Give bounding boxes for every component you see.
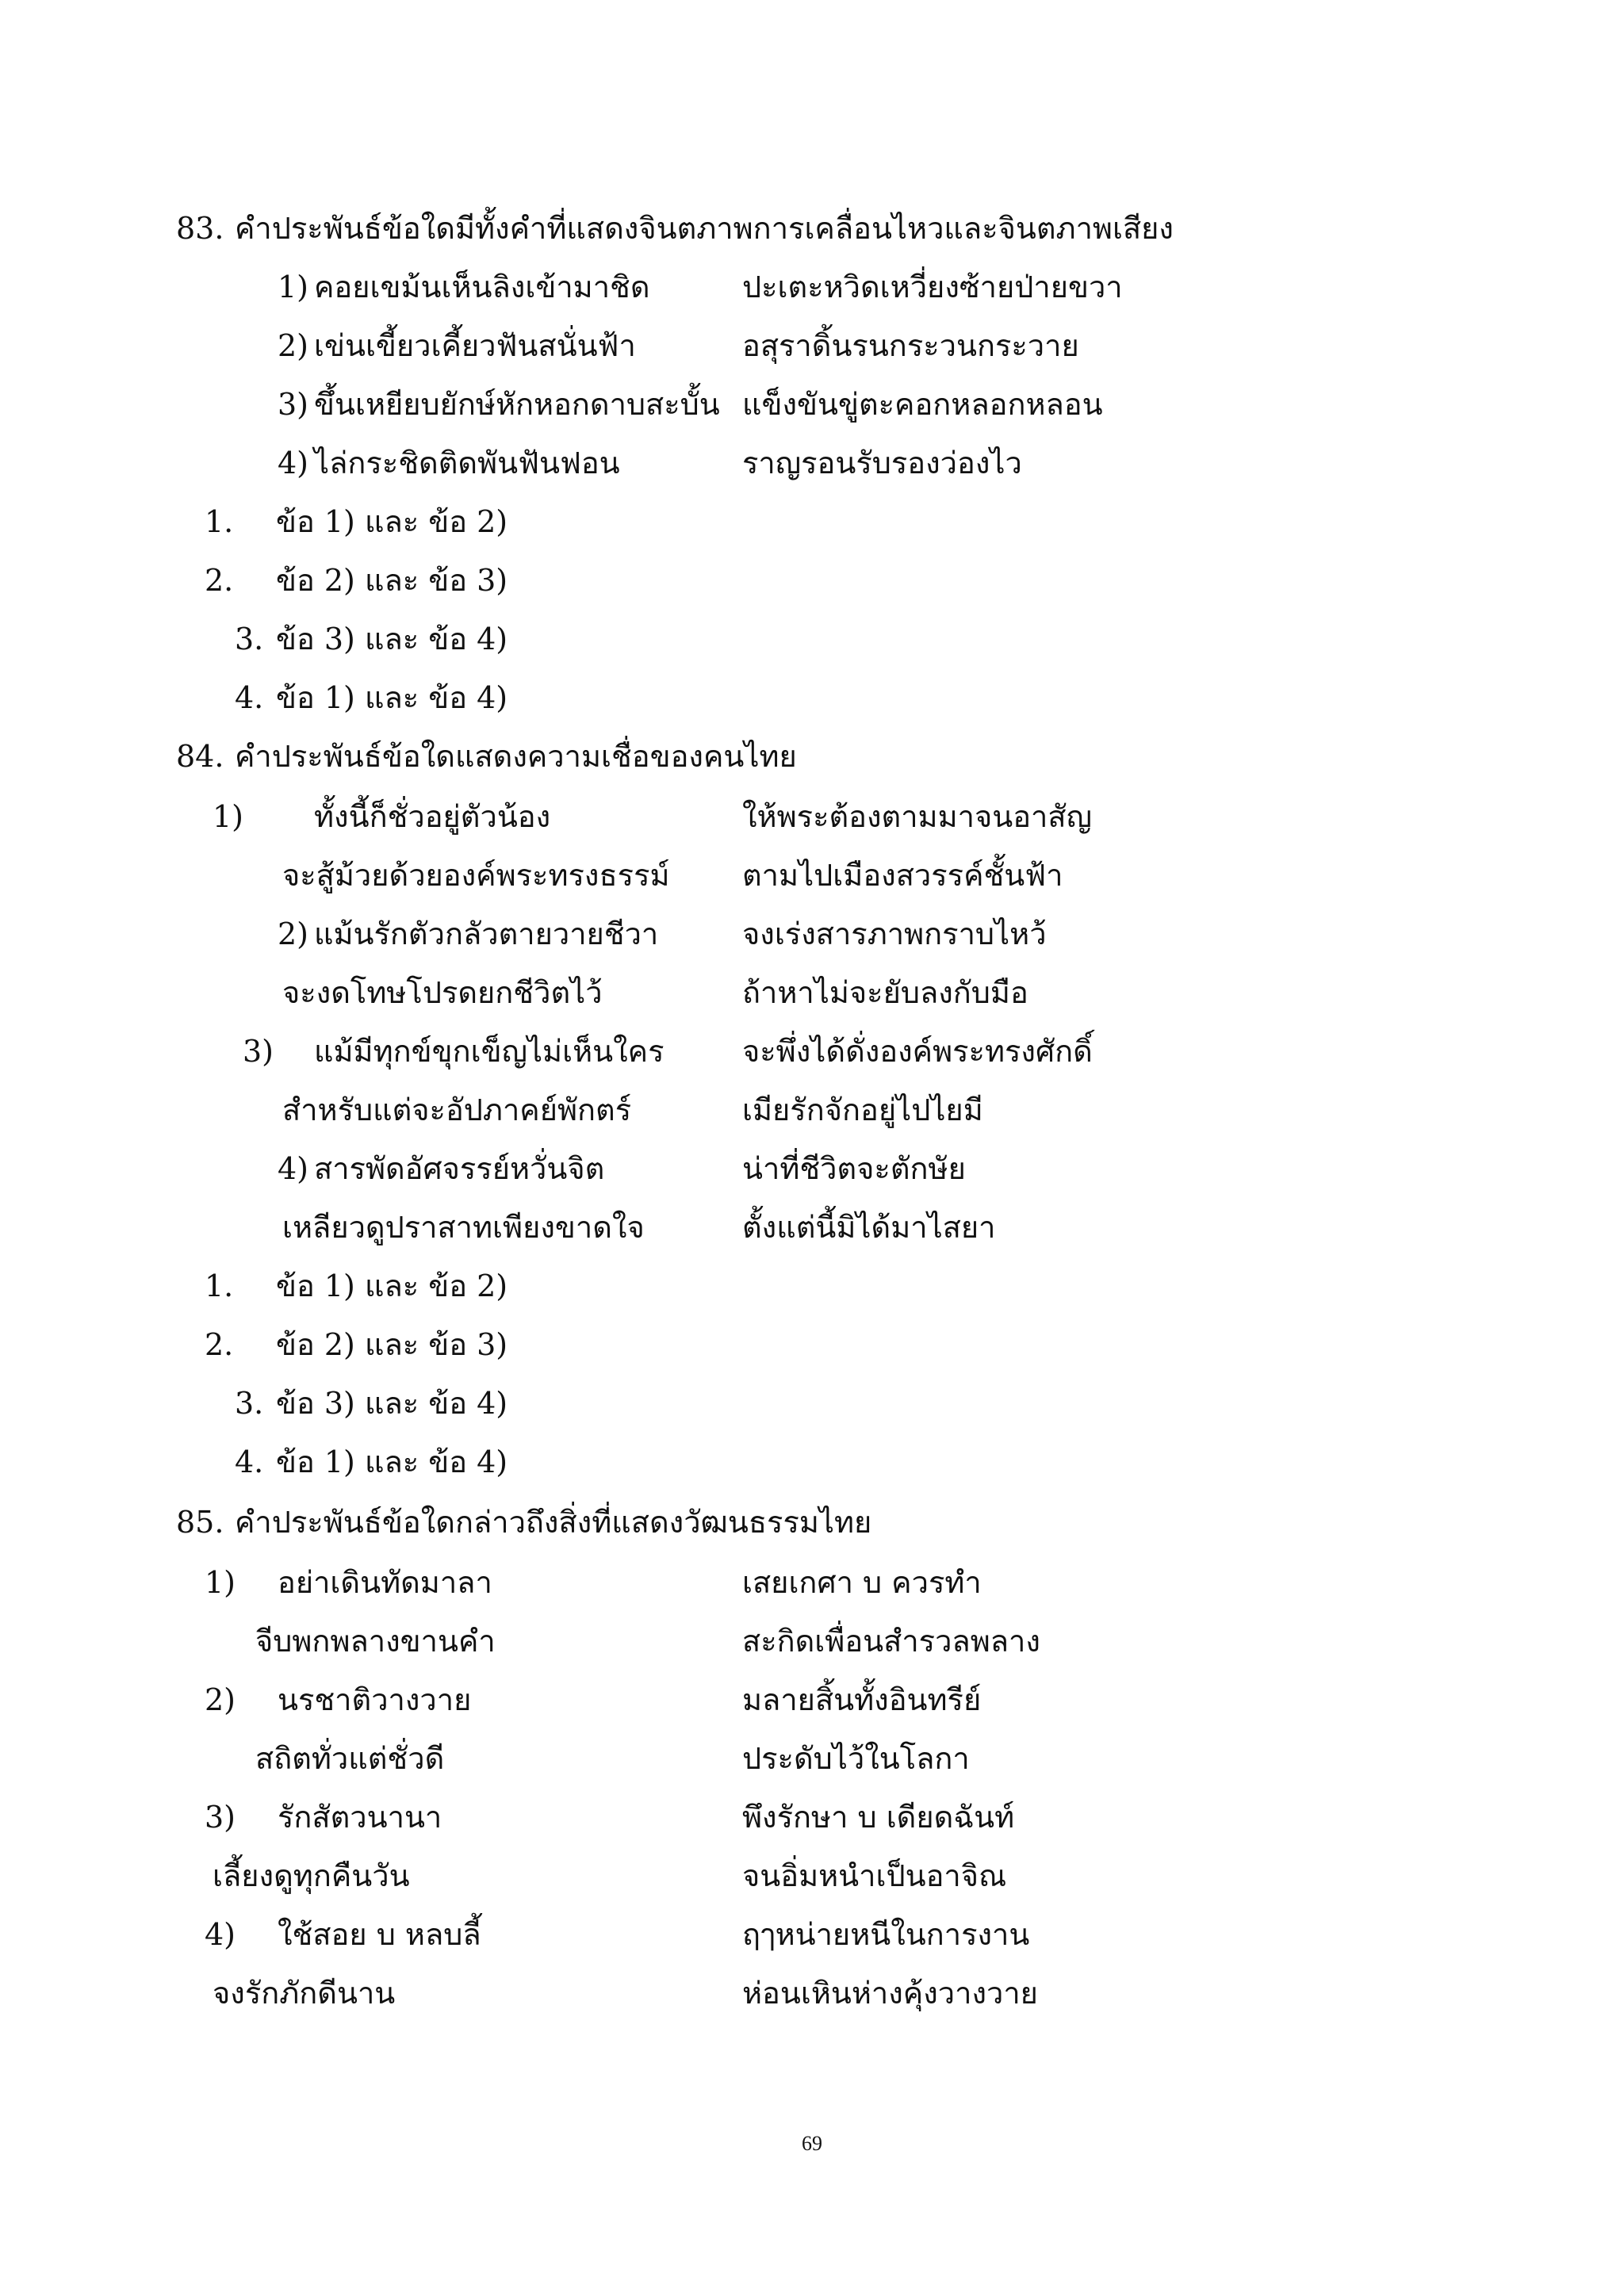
q84-poem-3-line1-second: จะพึ่งได้ดั่งองค์พระทรงศักดิ์ (742, 1034, 1093, 1069)
q84-poem-2-line2-second: ถ้าหาไม่จะยับลงกับมือ (742, 975, 1028, 1010)
q83-poem-3-second: แข็งขันขู่ตะคอกหลอกหลอน (742, 387, 1103, 422)
q85-poem-1-line1-first: อย่าเดินทัดมาลา (278, 1565, 492, 1600)
q85-poem-4-line2-second: ห่อนเหินห่างคุ้งวางวาย (742, 1976, 1038, 2011)
q85-poem-1-line1-second: เสยเกศา บ ควรทำ (742, 1565, 982, 1600)
q83-choice-2-num: 2. (205, 563, 234, 598)
q85-poem-1-line2-first: จีบพกพลางขานคำ (255, 1624, 496, 1659)
q85-poem-4-line2-first: จงรักภักดีนาน (213, 1976, 396, 2011)
q84-number: 84. (176, 739, 224, 774)
q84-poem-1-line1-first: ทั้งนี้ก็ชั่วอยู่ตัวน้อง (314, 799, 551, 834)
q84-poem-4-num: 4) (278, 1151, 309, 1186)
q84-poem-2-line2-first: จะงดโทษโปรดยกชีวิตไว้ (282, 975, 603, 1010)
q85-poem-2-line2-first: สถิตทั่วแต่ชั่วดี (255, 1741, 445, 1776)
q84-poem-2-num: 2) (278, 916, 309, 951)
q85-question: คำประพันธ์ข้อใดกล่าวถึงสิ่งที่แสดงวัฒนธรรมไทย (235, 1505, 872, 1540)
q84-choice-2-num: 2. (205, 1327, 234, 1362)
q83-poem-1-first: คอยเขม้นเห็นลิงเข้ามาชิด (314, 270, 650, 304)
q83-question: คำประพันธ์ข้อใดมีทั้งคำที่แสดงจินตภาพการเคลื่อนไหวและจินตภาพเสียง (235, 211, 1174, 246)
q83-poem-2-num: 2) (278, 328, 309, 363)
q84-poem-3-line1-first: แม้มีทุกข์ขุกเข็ญไม่เห็นใคร (314, 1034, 665, 1069)
q84-poem-4-line1-second: น่าที่ชีวิตจะตักษัย (742, 1151, 966, 1186)
q84-poem-1-num: 1) (213, 799, 244, 834)
q85-poem-1-line2-second: สะกิดเพื่อนสำรวลพลาง (742, 1624, 1040, 1659)
q85-poem-2-line1-first: นรชาติวางวาย (278, 1682, 472, 1717)
q83-poem-3-num: 3) (278, 387, 309, 422)
q83-poem-4-num: 4) (278, 446, 309, 480)
q85-poem-3-line2-first: เลี้ยงดูทุกคืนวัน (213, 1858, 410, 1893)
q83-choice-1-text: ข้อ 1) และ ข้อ 2) (276, 504, 508, 539)
q83-poem-1-num: 1) (278, 270, 309, 304)
q85-poem-2-line1-second: มลายสิ้นทั้งอินทรีย์ (742, 1682, 982, 1717)
q84-poem-2-line1-second: จงเร่งสารภาพกราบไหว้ (742, 916, 1047, 951)
q83-choice-3-num: 3. (235, 622, 264, 656)
q83-choice-4-text: ข้อ 1) และ ข้อ 4) (276, 680, 508, 715)
q85-poem-3-line1-second: พึงรักษา บ เดียดฉันท์ (742, 1800, 1015, 1835)
q83-choice-1-num: 1. (205, 504, 234, 539)
q84-poem-4-line1-first: สารพัดอัศจรรย์หวั่นจิต (314, 1151, 605, 1186)
q83-poem-2-first: เข่นเขี้ยวเคี้ยวฟันสนั่นฟ้า (314, 328, 636, 363)
q84-poem-2-line1-first: แม้นรักตัวกลัวตายวายชีวา (314, 916, 659, 951)
q83-poem-4-second: ราญรอนรับรองว่องไว (742, 446, 1022, 480)
q84-poem-3-line2-second: เมียรักจักอยู่ไปไยมี (742, 1093, 983, 1127)
q83-poem-4-first: ไล่กระชิดติดพันฟันฟอน (314, 446, 620, 480)
q83-choice-4-num: 4. (235, 680, 264, 715)
q83-choice-3-text: ข้อ 3) และ ข้อ 4) (276, 622, 508, 656)
q84-choice-3-num: 3. (235, 1386, 264, 1421)
q83-choice-2-text: ข้อ 2) และ ข้อ 3) (276, 563, 508, 598)
q84-choice-2-text: ข้อ 2) และ ข้อ 3) (276, 1327, 508, 1362)
q85-poem-3-line1-first: รักสัตวนานา (278, 1800, 442, 1835)
q85-poem-2-num: 2) (205, 1682, 236, 1717)
q85-poem-3-line2-second: จนอิ่มหนำเป็นอาจิณ (742, 1858, 1007, 1893)
q84-poem-3-line2-first: สำหรับแต่จะอัปภาคย์พักตร์ (282, 1093, 632, 1127)
q83-number: 83. (176, 211, 224, 246)
q85-poem-4-line1-first: ใช้สอย บ หลบลี้ (278, 1917, 481, 1952)
q83-poem-3-first: ขึ้นเหยียบยักษ์หักหอกดาบสะบั้น (314, 387, 720, 422)
q85-number: 85. (176, 1505, 224, 1540)
q84-poem-1-line1-second: ให้พระต้องตามมาจนอาสัญ (742, 799, 1092, 834)
q84-poem-1-line2-second: ตามไปเมืองสวรรค์ชั้นฟ้า (742, 858, 1063, 893)
q84-choice-4-num: 4. (235, 1445, 264, 1479)
q84-poem-1-line2-first: จะสู้ม้วยด้วยองค์พระทรงธรรม์ (282, 858, 670, 893)
q84-choice-4-text: ข้อ 1) และ ข้อ 4) (276, 1445, 508, 1479)
q85-poem-4-num: 4) (205, 1917, 236, 1952)
q85-poem-2-line2-second: ประดับไว้ในโลกา (742, 1741, 970, 1776)
q84-choice-1-text: ข้อ 1) และ ข้อ 2) (276, 1269, 508, 1303)
q84-poem-4-line2-first: เหลียวดูปราสาทเพียงขาดใจ (282, 1210, 645, 1245)
q83-poem-1-second: ปะเตะหวิดเหวี่ยงซ้ายป่ายขวา (742, 270, 1123, 304)
q85-poem-1-num: 1) (205, 1565, 236, 1600)
q84-choice-3-text: ข้อ 3) และ ข้อ 4) (276, 1386, 508, 1421)
q84-question: คำประพันธ์ข้อใดแสดงความเชื่อของคนไทย (235, 739, 797, 774)
q84-poem-4-line2-second: ตั้งแต่นี้มิได้มาไสยา (742, 1210, 996, 1245)
q84-poem-3-num: 3) (243, 1034, 274, 1069)
q85-poem-4-line1-second: ฤๅหน่ายหนีในการงาน (742, 1917, 1030, 1952)
q83-poem-2-second: อสุราดิ้นรนกระวนกระวาย (742, 328, 1079, 363)
q85-poem-3-num: 3) (205, 1800, 236, 1835)
q84-choice-1-num: 1. (205, 1269, 234, 1303)
page-number: 69 (802, 2132, 822, 2155)
